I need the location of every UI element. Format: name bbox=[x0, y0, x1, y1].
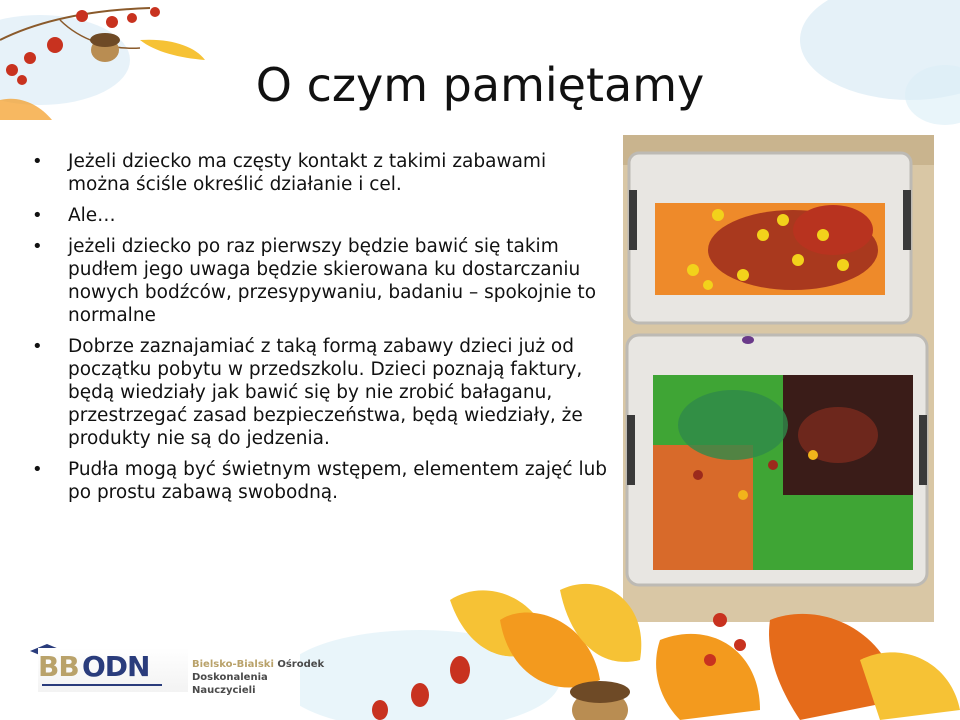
bullet-item bbox=[30, 235, 610, 327]
bullet-item bbox=[30, 335, 610, 450]
bullet-marker: • bbox=[32, 336, 43, 357]
logo-text-line1-a: Bielsko-Bialski bbox=[192, 659, 274, 670]
bullet-item bbox=[30, 458, 610, 504]
sensory-boxes-illustration bbox=[623, 135, 934, 622]
logo-text-line2: Doskonalenia Nauczycieli bbox=[192, 672, 268, 696]
bullet-marker: • bbox=[32, 151, 43, 172]
bullet-item bbox=[30, 204, 610, 227]
slide-title: O czym pamiętamy bbox=[255, 58, 705, 112]
sensory-boxes-photo bbox=[623, 135, 934, 622]
logo-bb: BB bbox=[38, 650, 79, 683]
logo-odn: ODN bbox=[82, 650, 150, 683]
bullet-text: jeżeli dziecko po raz pierwszy będzie bawić się takim pudłem jego uwaga będzie skierowana ku dostarczaniu nowych bodźców, przesypywaniu, badaniu – spokojnie to normalne bbox=[68, 236, 597, 326]
autumn-leaves-decoration bbox=[300, 560, 960, 720]
bullet-text: Dobrze zaznajamiać z taką formą zabawy dzieci już od początku pobytu w przedszkolu. Dzieci poznają faktury, będą wiedziały jak bawić się by nie zrobić bałaganu, przestrzegać zasad bezpieczeństwa, będą wiedziały, że produkty nie są do jedzenia. bbox=[68, 336, 583, 449]
bullet-marker: • bbox=[32, 205, 43, 226]
bbodn-logo bbox=[26, 640, 326, 696]
bullet-text: Jeżeli dziecko ma częsty kontakt z takimi zabawami można ściśle określić działanie i cel. bbox=[68, 151, 547, 195]
logo-underline bbox=[42, 684, 162, 686]
bullet-marker: • bbox=[32, 236, 43, 257]
bullet-list bbox=[30, 150, 610, 512]
bullet-text: Ale… bbox=[68, 205, 116, 226]
bullet-item bbox=[30, 150, 610, 196]
bullet-text: Pudła mogą być świetnym wstępem, elementem zajęć lub po prostu zabawą swobodną. bbox=[68, 459, 608, 503]
logo-text bbox=[192, 658, 326, 697]
bullet-marker: • bbox=[32, 459, 43, 480]
logo-text-line1-b: Ośrodek bbox=[273, 659, 325, 670]
